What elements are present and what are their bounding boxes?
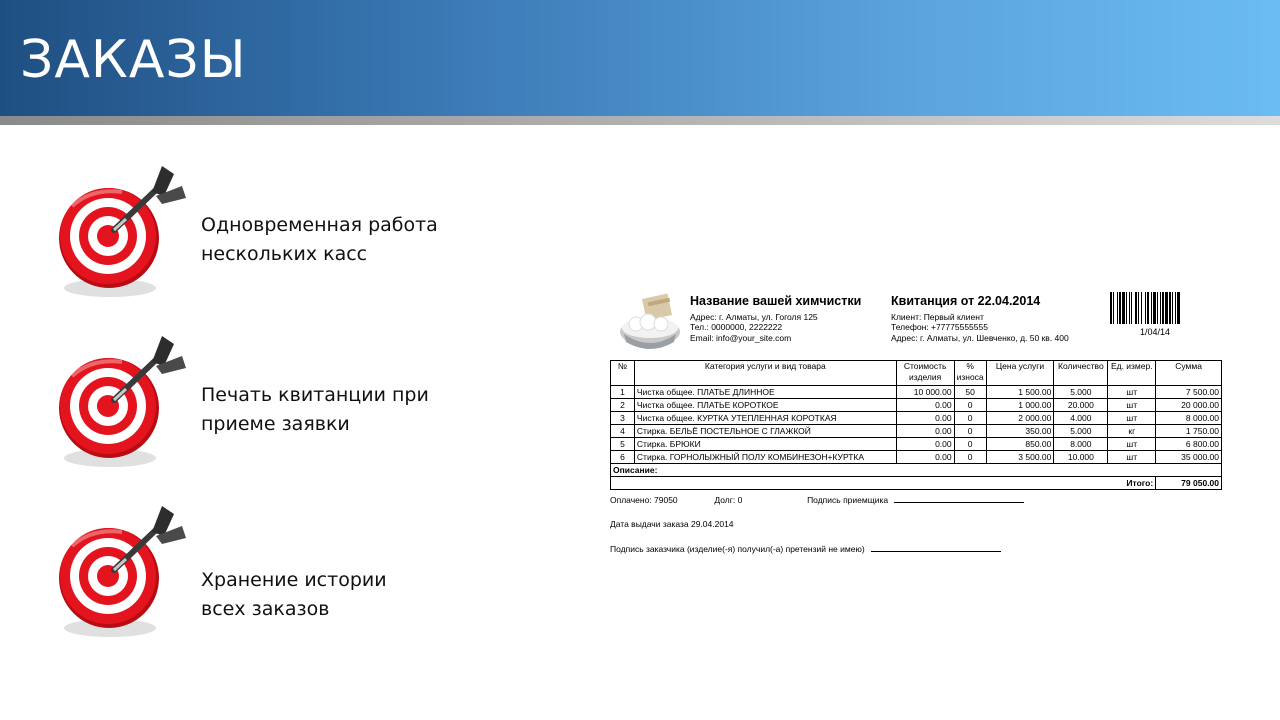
col-category: Категория услуги и вид товара <box>634 361 896 386</box>
col-num: № <box>611 361 635 386</box>
table-row: 5 Стирка. БРЮКИ 0.00 0 850.00 8.000 шт 6 800.00 <box>611 438 1222 451</box>
receipt-title: Квитанция от 22.04.2014 <box>891 294 1041 308</box>
client-name: Клиент: Первый клиент <box>891 312 984 322</box>
customer-signature-line-row <box>610 543 1001 554</box>
receiver-signature-line <box>894 494 1024 503</box>
paid-amount: Оплачено: 79050 <box>610 495 678 505</box>
table-row: 6 Стирка. ГОРНОЛЫЖНЫЙ ПОЛУ КОМБИНЕЗОН+КУРТКА 0.00 0 3 500.00 10.000 шт 35 000.00 <box>611 451 1222 464</box>
client-phone: Телефон: +77775555555 <box>891 322 988 332</box>
total-row: Итого: 79 050.00 <box>611 477 1222 490</box>
col-unit: Ед. измер. <box>1108 361 1156 386</box>
table-row: 1 Чистка общее. ПЛАТЬЕ ДЛИННОЕ 10 000.00 50 1 500.00 5.000 шт 7 500.00 <box>611 386 1222 399</box>
header-divider <box>0 116 1280 125</box>
feature-multi-cash: Одновременная работа нескольких касс <box>201 214 438 265</box>
issue-date: Дата выдачи заказа 29.04.2014 <box>610 519 734 529</box>
col-sum: Сумма <box>1156 361 1222 386</box>
target-dart-icon <box>52 166 192 301</box>
client-address: Адрес: г. Алматы, ул. Шевченко, д. 50 кв. 400 <box>891 333 1069 343</box>
table-row: 4 Стирка. БЕЛЬЁ ПОСТЕЛЬНОЕ С ГЛАЖКОЙ 0.00 0 350.00 5.000 кг 1 750.00 <box>611 425 1222 438</box>
feature-order-history: Хранение истории всех заказов <box>201 569 387 620</box>
table-row: 3 Чистка общее. КУРТКА УТЕПЛЕННАЯ КОРОТКАЯ 0.00 0 2 000.00 4.000 шт 8 000.00 <box>611 412 1222 425</box>
col-cost: Стоимость изделия <box>896 361 954 386</box>
col-wear: % износа <box>954 361 986 386</box>
debt-amount: Долг: 0 <box>714 495 743 505</box>
items-table <box>610 360 1222 490</box>
company-address: Адрес: г. Алматы, ул. Гоголя 125 <box>690 312 818 322</box>
description-row: Описание: <box>611 464 1222 477</box>
col-qty: Количество <box>1054 361 1108 386</box>
table-header-row <box>611 361 1222 386</box>
customer-signature-label: Подпись заказчика (изделие(-я) получил(-а) претензий не имею) <box>610 544 865 554</box>
slide-title: ЗАКАЗЫ <box>20 30 247 90</box>
barcode-icon <box>1110 292 1210 324</box>
barcode-number: 1/04/14 <box>1140 327 1171 337</box>
company-name: Название вашей химчистки <box>690 294 862 308</box>
target-dart-icon <box>52 506 192 641</box>
receiver-signature-label: Подпись приемщика <box>807 495 889 505</box>
col-price: Цена услуги <box>986 361 1054 386</box>
payment-line <box>610 494 1024 505</box>
laundry-logo-icon <box>614 292 690 352</box>
target-dart-icon <box>52 336 192 471</box>
customer-signature-line <box>871 543 1001 552</box>
receipt-document <box>610 290 1222 560</box>
feature-print-receipt: Печать квитанции при приеме заявки <box>201 384 429 435</box>
company-phone: Тел.: 0000000, 2222222 <box>690 322 783 332</box>
table-row: 2 Чистка общее. ПЛАТЬЕ КОРОТКОЕ 0.00 0 1 000.00 20.000 шт 20 000.00 <box>611 399 1222 412</box>
company-email: Email: info@your_site.com <box>690 333 792 343</box>
